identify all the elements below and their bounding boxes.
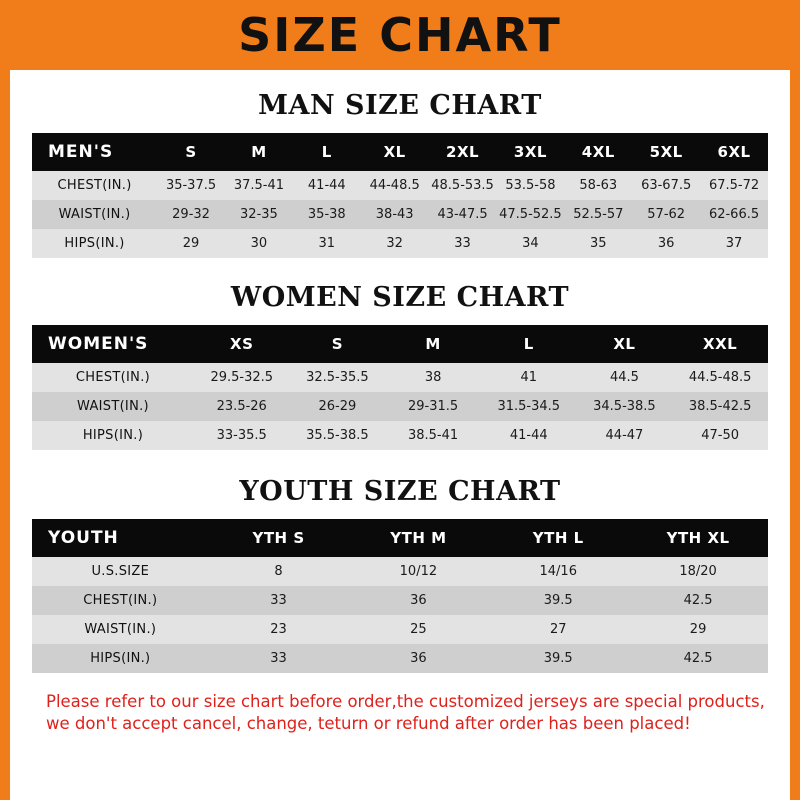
table-cell: 63-67.5 (632, 171, 700, 200)
table-row (32, 229, 768, 258)
table-cell: 23 (209, 615, 349, 644)
table-header-cell: 4XL (564, 133, 632, 171)
footer-disclaimer (46, 691, 765, 736)
row-label: HIPS(IN.) (32, 229, 157, 258)
table-row (32, 644, 768, 673)
table-header-cell: MEN'S (32, 133, 157, 171)
row-label: WAIST(IN.) (32, 392, 194, 421)
header-banner (0, 0, 800, 70)
table-row (32, 392, 768, 421)
table-row (32, 200, 768, 229)
table-cell: 57-62 (632, 200, 700, 229)
table-cell: 32 (361, 229, 429, 258)
section-title-man: MAN SIZE CHART (258, 90, 542, 121)
table-header-row (32, 133, 768, 171)
table-cell: 52.5-57 (564, 200, 632, 229)
table-cell: 41-44 (481, 421, 577, 450)
section-man (32, 90, 768, 258)
table-header-cell: YOUTH (32, 519, 209, 557)
row-label: CHEST(IN.) (32, 586, 209, 615)
footer-line-2: we don't accept cancel, change, teturn or refund after order has been placed! (46, 714, 691, 734)
table-header-cell: XL (577, 325, 673, 363)
table-cell: 37 (700, 229, 768, 258)
table-cell: 18/20 (628, 557, 768, 586)
table-cell: 37.5-41 (225, 171, 293, 200)
table-cell: 41 (481, 363, 577, 392)
table-cell: 29.5-32.5 (194, 363, 290, 392)
section-youth (32, 476, 768, 673)
table-cell: 38-43 (361, 200, 429, 229)
row-label: CHEST(IN.) (32, 363, 194, 392)
table-cell: 8 (209, 557, 349, 586)
table-cell: 38.5-41 (385, 421, 481, 450)
table-cell: 62-66.5 (700, 200, 768, 229)
table-cell: 35-37.5 (157, 171, 225, 200)
table-cell: 29 (628, 615, 768, 644)
table-cell: 26-29 (290, 392, 386, 421)
table-cell: 48.5-53.5 (429, 171, 497, 200)
table-header-cell: WOMEN'S (32, 325, 194, 363)
table-cell: 38 (385, 363, 481, 392)
men-size-table (32, 133, 768, 258)
table-cell: 31 (293, 229, 361, 258)
table-cell: 58-63 (564, 171, 632, 200)
table-cell: 39.5 (488, 586, 628, 615)
table-cell: 29 (157, 229, 225, 258)
row-label: WAIST(IN.) (32, 200, 157, 229)
table-cell: 36 (632, 229, 700, 258)
table-cell: 39.5 (488, 644, 628, 673)
table-cell: 33 (209, 586, 349, 615)
table-cell: 42.5 (628, 644, 768, 673)
table-header-cell: XL (361, 133, 429, 171)
table-cell: 44-47 (577, 421, 673, 450)
table-cell: 42.5 (628, 586, 768, 615)
table-cell: 29-32 (157, 200, 225, 229)
table-row (32, 421, 768, 450)
row-label: U.S.SIZE (32, 557, 209, 586)
table-row (32, 586, 768, 615)
table-header-cell: L (481, 325, 577, 363)
section-title-women: WOMEN SIZE CHART (230, 282, 570, 313)
table-header-cell: M (225, 133, 293, 171)
table-cell: 32-35 (225, 200, 293, 229)
table-header-cell: YTH XL (628, 519, 768, 557)
table-row (32, 557, 768, 586)
table-header-cell: M (385, 325, 481, 363)
table-header-cell: YTH M (348, 519, 488, 557)
table-header-cell: 5XL (632, 133, 700, 171)
table-cell: 43-47.5 (429, 200, 497, 229)
table-cell: 67.5-72 (700, 171, 768, 200)
row-label: WAIST(IN.) (32, 615, 209, 644)
page-title: SIZE CHART (238, 8, 562, 62)
table-cell: 35 (564, 229, 632, 258)
table-cell: 44.5-48.5 (672, 363, 768, 392)
women-size-table (32, 325, 768, 450)
row-label: HIPS(IN.) (32, 644, 209, 673)
table-cell: 36 (348, 586, 488, 615)
table-header-cell: S (157, 133, 225, 171)
table-cell: 34 (496, 229, 564, 258)
table-cell: 53.5-58 (496, 171, 564, 200)
row-label: CHEST(IN.) (32, 171, 157, 200)
table-header-cell: 6XL (700, 133, 768, 171)
table-header-row (32, 519, 768, 557)
table-header-cell: 2XL (429, 133, 497, 171)
table-cell: 38.5-42.5 (672, 392, 768, 421)
table-cell: 29-31.5 (385, 392, 481, 421)
table-header-cell: YTH S (209, 519, 349, 557)
table-cell: 41-44 (293, 171, 361, 200)
table-row (32, 171, 768, 200)
section-title-youth: YOUTH SIZE CHART (239, 476, 561, 507)
table-header-row (32, 325, 768, 363)
table-header-cell: S (290, 325, 386, 363)
table-cell: 47.5-52.5 (496, 200, 564, 229)
footer-line-1: Please refer to our size chart before order,the customized jerseys are special products, (46, 692, 765, 711)
table-cell: 25 (348, 615, 488, 644)
row-label: HIPS(IN.) (32, 421, 194, 450)
youth-size-table (32, 519, 768, 673)
table-header-cell: L (293, 133, 361, 171)
section-women (32, 282, 768, 450)
table-cell: 27 (488, 615, 628, 644)
table-cell: 35-38 (293, 200, 361, 229)
table-cell: 34.5-38.5 (577, 392, 673, 421)
table-cell: 35.5-38.5 (290, 421, 386, 450)
table-header-cell: YTH L (488, 519, 628, 557)
table-cell: 44-48.5 (361, 171, 429, 200)
table-cell: 33 (209, 644, 349, 673)
table-header-cell: 3XL (496, 133, 564, 171)
table-cell: 44.5 (577, 363, 673, 392)
table-row (32, 363, 768, 392)
table-cell: 36 (348, 644, 488, 673)
table-cell: 32.5-35.5 (290, 363, 386, 392)
table-cell: 10/12 (348, 557, 488, 586)
table-cell: 33 (429, 229, 497, 258)
table-cell: 14/16 (488, 557, 628, 586)
table-cell: 47-50 (672, 421, 768, 450)
table-row (32, 615, 768, 644)
table-cell: 33-35.5 (194, 421, 290, 450)
table-header-cell: XXL (672, 325, 768, 363)
table-cell: 23.5-26 (194, 392, 290, 421)
table-cell: 31.5-34.5 (481, 392, 577, 421)
table-header-cell: XS (194, 325, 290, 363)
chart-content (10, 90, 790, 736)
table-cell: 30 (225, 229, 293, 258)
